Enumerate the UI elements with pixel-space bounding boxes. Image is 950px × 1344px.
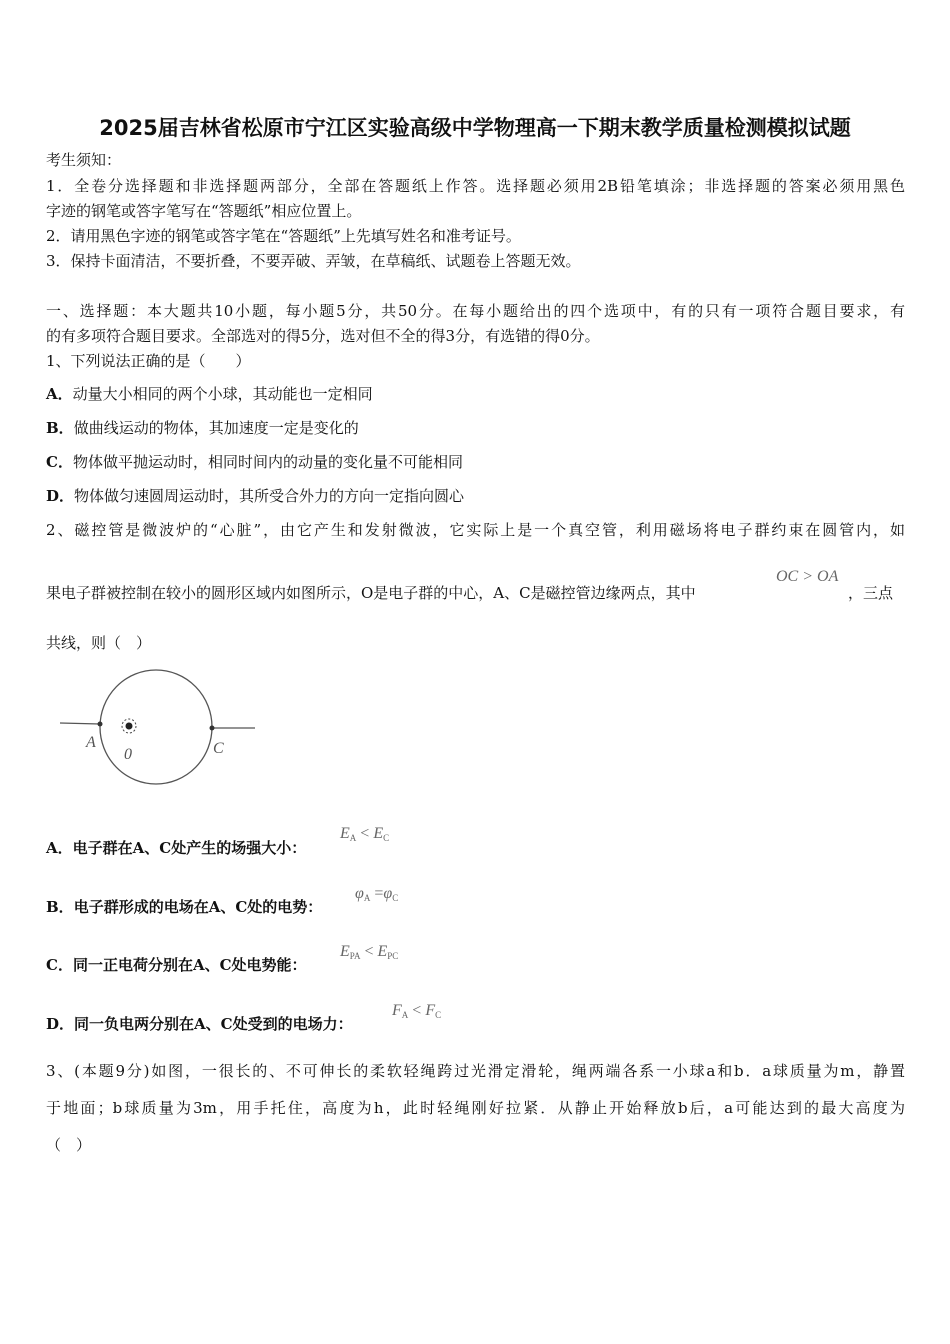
q2-option-a: A．电子群在A、C处产生的场强大小： bbox=[46, 839, 307, 857]
notice-item: 2．请用黑色字迹的钢笔或答字笔在“答题纸”上先填写姓名和准考证号。 bbox=[46, 227, 521, 245]
q2-formula-b: $\varphi_A =\varphi_C$ bbox=[355, 885, 399, 903]
q2-formula-c: $E_{PA} < E_{PC}$ bbox=[340, 943, 399, 961]
q2-stem: 2、磁控管是微波炉的“心脏”，由它产生和发射微波，它实际上是一个真空管，利用磁场将电子群约束在圆管内，如 bbox=[46, 521, 905, 539]
label-c: C bbox=[213, 740, 224, 757]
q1-option-b: B．做曲线运动的物体，其加速度一定是变化的 bbox=[46, 419, 359, 437]
q2-formula-d: $F_A < F_C$ bbox=[392, 1002, 442, 1020]
label-o: 0 bbox=[124, 746, 132, 763]
q2-formula-a: $E_A < E_C$ bbox=[340, 825, 390, 843]
notice-item: 3．保持卡面清洁，不要折叠，不要弄破、弄皱，在草稿纸、试题卷上答题无效。 bbox=[46, 252, 581, 270]
notice-item: 1．全卷分选择题和非选择题两部分，全部在答题纸上作答。选择题必须用2B铅笔填涂；非选择题的答案必须用黑色 bbox=[46, 177, 905, 195]
q3-stem: 于地面；b球质量为3m，用手托住，高度为h，此时轻绳刚好拉紧．从静止开始释放b后，a可能达到的最大高度为 bbox=[46, 1099, 905, 1117]
section-instructions: 的有多项符合题目要求。全部选对的得5分，选对但不全的得3分，有选错的得0分。 bbox=[46, 327, 600, 345]
page-title: 2025届吉林省松原市宁江区实验高级中学物理高一下期末教学质量检测模拟试题 bbox=[99, 116, 851, 140]
q2-option-d: D．同一负电两分别在A、C处受到的电场力： bbox=[46, 1015, 353, 1033]
q1-option-c: C．物体做平抛运动时，相同时间内的动量的变化量不可能相同 bbox=[46, 453, 463, 471]
magnetron-figure bbox=[55, 665, 265, 790]
q2-stem: 共线，则（ ） bbox=[46, 634, 152, 652]
q1-option-a: A．动量大小相同的两个小球，其动能也一定相同 bbox=[46, 385, 373, 403]
q2-option-b: B．电子群形成的电场在A、C处的电势： bbox=[46, 898, 323, 916]
section-instructions: 一、选择题：本大题共10小题，每小题5分，共50分。在每小题给出的四个选项中，有的只有一项符合题目要求，有 bbox=[46, 302, 905, 320]
q2-stem: 果电子群被控制在较小的圆形区域内如图所示，O是电子群的中心，A、C是磁控管边缘两点，其中 bbox=[46, 584, 696, 602]
q3-stem: （ ） bbox=[46, 1136, 92, 1154]
label-a: A bbox=[86, 734, 96, 751]
notice-heading: 考生须知： bbox=[46, 151, 122, 169]
q2-stem: ，三点 bbox=[848, 584, 894, 602]
q2-option-c: C．同一正电荷分别在A、C处电势能： bbox=[46, 956, 307, 974]
q2-formula: OC > OA bbox=[776, 568, 839, 585]
q3-stem: 3、(本题9分)如图，一很长的、不可伸长的柔软轻绳跨过光滑定滑轮，绳两端各系一小球a和b．a球质量为m，静置 bbox=[46, 1062, 905, 1080]
notice-item: 字迹的钢笔或答字笔写在“答题纸”相应位置上。 bbox=[46, 202, 362, 220]
q1-option-d: D．物体做匀速圆周运动时，其所受合外力的方向一定指向圆心 bbox=[46, 487, 465, 505]
q1-stem: 1、下列说法正确的是（ ） bbox=[46, 352, 251, 370]
